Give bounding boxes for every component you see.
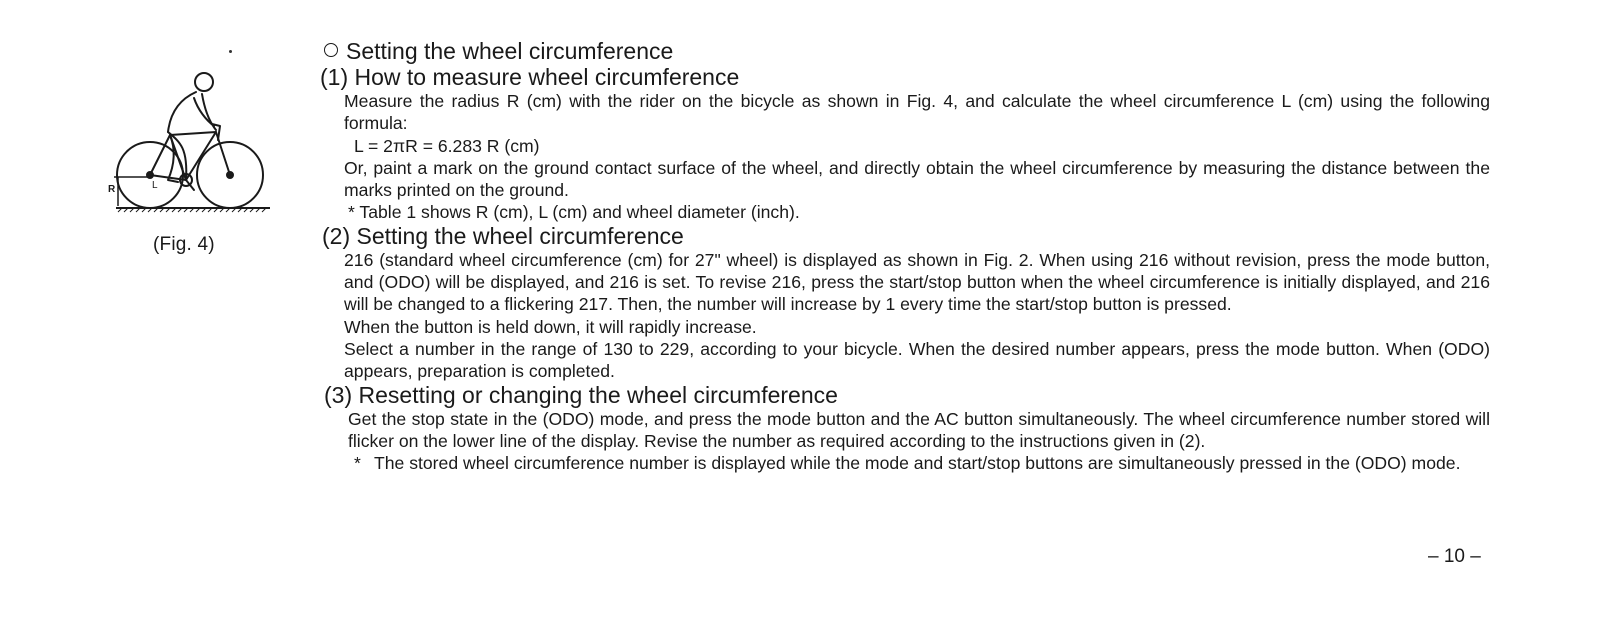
rider-head	[195, 73, 213, 91]
circumference-formula: L = 2πR = 6.283 R (cm)	[354, 135, 540, 156]
figure-4-illustration	[108, 40, 278, 220]
cyclist-drawing	[108, 40, 278, 220]
section-title-text: Setting the wheel circumference	[346, 38, 674, 64]
subsection-1-paragraph-1: Measure the radius R (cm) with the rider on the bicycle as shown in Fig. 4, and calculate the wheel circumference L (cm) using the following formula:	[344, 91, 1490, 134]
subsection-3-note	[354, 452, 1490, 474]
subsection-2-paragraph-1: 216 (standard wheel circumference (cm) for 27" wheel) is displayed as shown in Fig. 2. When using 216 without revision, press the mode button, and (ODO) will be displayed, and 216 is set. To revise 216, press the start/stop button when the wheel circumference is initially displayed, and 216 will be changed to a flickering 217. Then, the number will increase by 1 every time the start/stop button is pressed.	[344, 249, 1490, 315]
document-body	[320, 38, 1490, 474]
circle-bullet-icon	[324, 43, 338, 57]
subsection-3-paragraph-1: Get the stop state in the (ODO) mode, and press the mode button and the AC button simultaneously. The wheel circumference number stored will flicker on the lower line of the display. Revise the number as required according to the instructions given in (2).	[348, 408, 1490, 451]
radius-label: R	[108, 184, 116, 195]
subsection-2-paragraph-3: Select a number in the range of 130 to 229, according to your bicycle. When the desired number appears, press the mode button. When (ODO) appears, preparation is completed.	[344, 338, 1490, 382]
subsection-3-heading: (3) Resetting or changing the wheel circumference	[324, 381, 838, 408]
circumference-label: L	[152, 180, 158, 191]
page-number: – 10 –	[1428, 546, 1481, 567]
figure-caption: (Fig. 4)	[153, 234, 215, 255]
subsection-2-paragraph-2: When the button is held down, it will rapidly increase.	[344, 316, 757, 337]
subsection-1-paragraph-2: Or, paint a mark on the ground contact surface of the wheel, and directly obtain the wheel circumference by measuring the distance between the marks printed on the ground.	[344, 157, 1490, 201]
section-title	[324, 38, 1490, 65]
note-asterisk: *	[354, 453, 361, 474]
subsection-2-heading: (2) Setting the wheel circumference	[322, 222, 684, 249]
subsection-1-note: * Table 1 shows R (cm), L (cm) and wheel diameter (inch).	[348, 202, 800, 223]
subsection-3-note-text: The stored wheel circumference number is displayed while the mode and start/stop buttons are simultaneously pressed in the (ODO) mode.	[374, 453, 1461, 474]
subsection-1-heading: (1) How to measure wheel circumference	[320, 64, 740, 90]
